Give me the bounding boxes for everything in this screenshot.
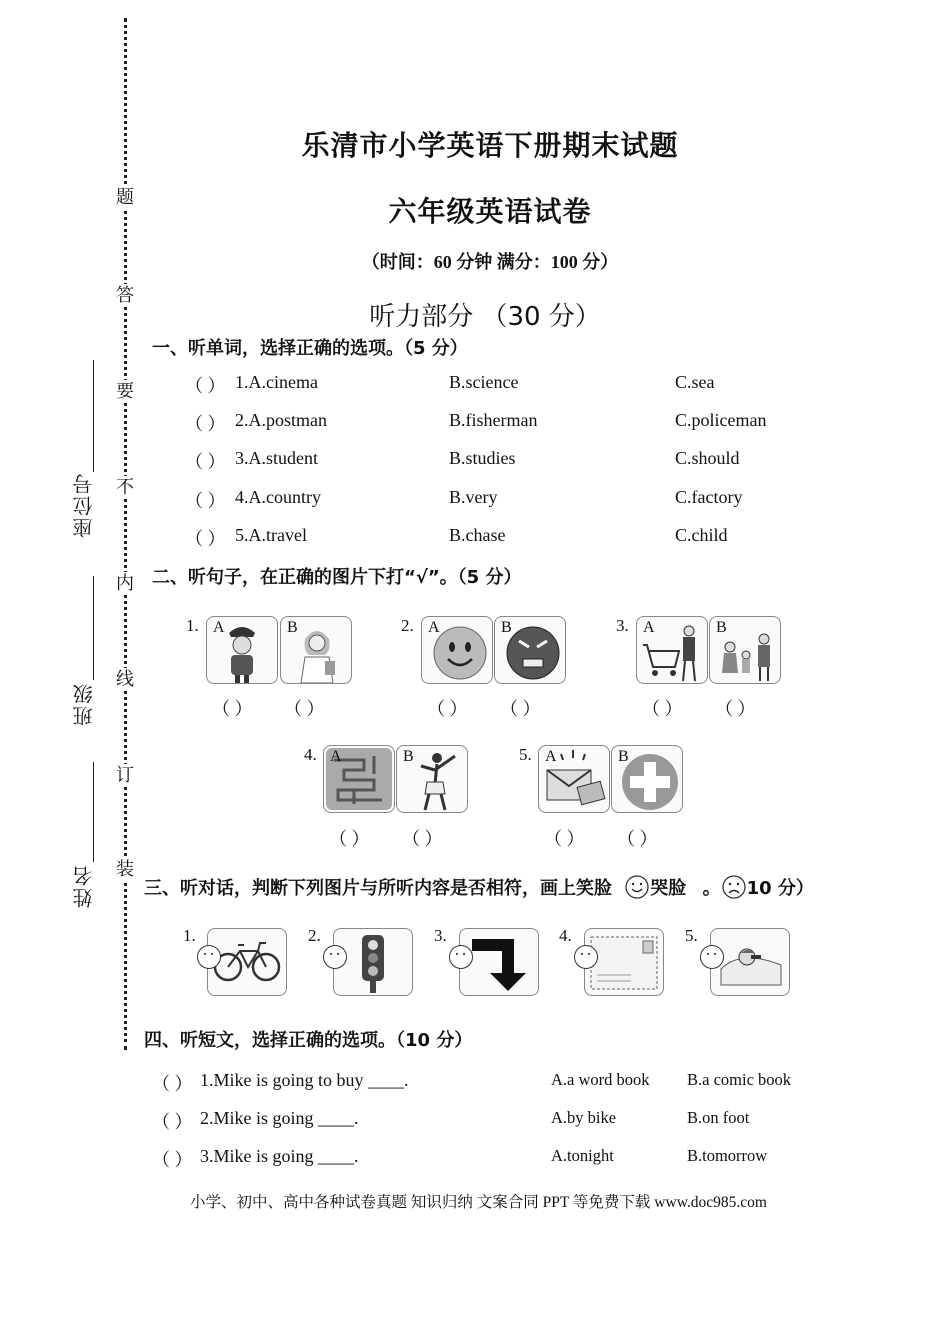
option-a: 5.A.travel — [235, 525, 307, 545]
section3-heading-text: 哭脸 — [650, 878, 687, 899]
item-number: 2. — [401, 616, 414, 635]
item-number: 1. — [183, 926, 196, 945]
option-a: 1.A.cinema — [235, 372, 318, 392]
option-letter: A — [213, 619, 225, 636]
answer-paren[interactable]: （ ） — [500, 699, 541, 719]
answer-paren[interactable]: （ ） — [617, 829, 658, 849]
option-letter: B — [618, 748, 629, 765]
option-b: B.science — [449, 372, 519, 392]
exam-title: 乐清市小学英语下册期末试题 — [301, 129, 679, 162]
name-label: 姓名 — [74, 864, 96, 908]
option-a: 2.A.postman — [235, 410, 327, 430]
section3-heading-text: 。 — [702, 878, 721, 899]
answer-paren[interactable]: （ ） — [715, 699, 756, 719]
answer-face[interactable] — [700, 945, 724, 969]
option-b: B.on foot — [687, 1108, 750, 1127]
answer-paren[interactable]: （ ） — [185, 491, 226, 511]
item-number: 4. — [304, 745, 317, 764]
item-number: 3. — [616, 616, 629, 635]
option-letter: A — [545, 748, 557, 765]
option-b: B.very — [449, 487, 498, 507]
exam-info: （时间：60 分钟 满分：100 分） — [361, 252, 619, 272]
picture-option-b — [611, 745, 683, 813]
margin-char: 内 — [111, 572, 139, 594]
margin-char: 订 — [111, 764, 139, 786]
answer-face[interactable] — [574, 945, 598, 969]
answer-paren[interactable]: （ ） — [152, 1150, 193, 1170]
class-blank[interactable] — [93, 576, 94, 680]
exam-subtitle: 六年级英语试卷 — [388, 195, 592, 228]
option-letter: A — [330, 748, 342, 765]
option-b: B.studies — [449, 448, 516, 468]
picture-option-b — [494, 616, 566, 684]
seat-blank[interactable] — [93, 360, 94, 472]
option-a: A.tonight — [551, 1146, 614, 1165]
question-text: 3.Mike is going ____. — [200, 1146, 359, 1166]
picture-option-a — [421, 616, 493, 684]
answer-paren[interactable]: （ ） — [185, 414, 226, 434]
option-c: C.child — [675, 525, 728, 545]
picture-option-b — [709, 616, 781, 684]
margin-char: 不 — [111, 476, 139, 498]
picture-option-b — [280, 616, 352, 684]
answer-paren[interactable]: （ ） — [427, 699, 468, 719]
option-b: B.chase — [449, 525, 506, 545]
answer-paren[interactable]: （ ） — [152, 1074, 193, 1094]
picture-option-b — [396, 745, 468, 813]
smiley-face-icon — [624, 874, 650, 900]
option-a: 4.A.country — [235, 487, 321, 507]
question-text: 1.Mike is going to buy ____. — [200, 1070, 409, 1090]
answer-face[interactable] — [197, 945, 221, 969]
picture-option-a — [636, 616, 708, 684]
answer-paren[interactable]: （ ） — [642, 699, 683, 719]
option-c: C.sea — [675, 372, 715, 392]
item-number: 5. — [685, 926, 698, 945]
option-letter: B — [716, 619, 727, 636]
answer-face[interactable] — [323, 945, 347, 969]
answer-paren[interactable]: （ ） — [152, 1112, 193, 1132]
item-number: 4. — [559, 926, 572, 945]
option-b: B.tomorrow — [687, 1146, 768, 1165]
section3-heading — [144, 874, 814, 900]
section3-heading-text: 三、听对话，判断下列图片与所听内容是否相符，画上笑脸 — [144, 878, 612, 899]
option-letter: A — [643, 619, 655, 636]
option-a: A.a word book — [551, 1070, 650, 1089]
question-text: 2.Mike is going ____. — [200, 1108, 359, 1128]
item-number: 3. — [434, 926, 447, 945]
class-label: 班级 — [74, 682, 96, 726]
option-letter: B — [403, 748, 414, 765]
margin-char: 题 — [111, 186, 139, 208]
option-a: A.by bike — [551, 1108, 617, 1127]
option-c: C.factory — [675, 487, 743, 507]
part-title: 听力部分 （30 分） — [369, 302, 601, 332]
section3-heading-text: 10 分） — [746, 878, 814, 899]
margin-char: 答 — [111, 284, 139, 306]
option-c: C.policeman — [675, 410, 767, 430]
option-letter: A — [428, 619, 440, 636]
answer-paren[interactable]: （ ） — [185, 452, 226, 472]
answer-paren[interactable]: （ ） — [212, 699, 253, 719]
binding-dotted-line — [124, 18, 127, 1050]
option-letter: B — [287, 619, 298, 636]
option-a: 3.A.student — [235, 448, 318, 468]
answer-paren[interactable]: （ ） — [329, 829, 370, 849]
option-letter: B — [501, 619, 512, 636]
picture-option-a — [538, 745, 610, 813]
answer-paren[interactable]: （ ） — [185, 529, 226, 549]
answer-paren[interactable]: （ ） — [185, 376, 226, 396]
section1-heading: 一、听单词，选择正确的选项。（5 分） — [152, 338, 468, 359]
name-blank[interactable] — [93, 762, 94, 862]
picture-option-a — [323, 745, 395, 813]
sad-face-icon — [721, 874, 747, 900]
margin-char: 装 — [111, 858, 139, 880]
answer-paren[interactable]: （ ） — [544, 829, 585, 849]
section4-heading: 四、听短文，选择正确的选项。（10 分） — [144, 1030, 473, 1051]
item-number: 2. — [308, 926, 321, 945]
answer-paren[interactable]: （ ） — [284, 699, 325, 719]
option-b: B.a comic book — [687, 1070, 792, 1089]
option-b: B.fisherman — [449, 410, 538, 430]
item-number: 5. — [519, 745, 532, 764]
margin-char: 线 — [111, 668, 139, 690]
footer-text: 小学、初中、高中各种试卷真题 知识归纳 文案合同 PPT 等免费下载 www.doc985.com — [190, 1194, 767, 1211]
margin-char: 要 — [111, 380, 139, 402]
seat-label: 座位号 — [74, 472, 96, 538]
picture-option-a — [206, 616, 278, 684]
item-number: 1. — [186, 616, 199, 635]
answer-paren[interactable]: （ ） — [402, 829, 443, 849]
section2-heading: 二、听句子，在正确的图片下打“√”。（5 分） — [152, 567, 522, 588]
answer-face[interactable] — [449, 945, 473, 969]
option-c: C.should — [675, 448, 740, 468]
